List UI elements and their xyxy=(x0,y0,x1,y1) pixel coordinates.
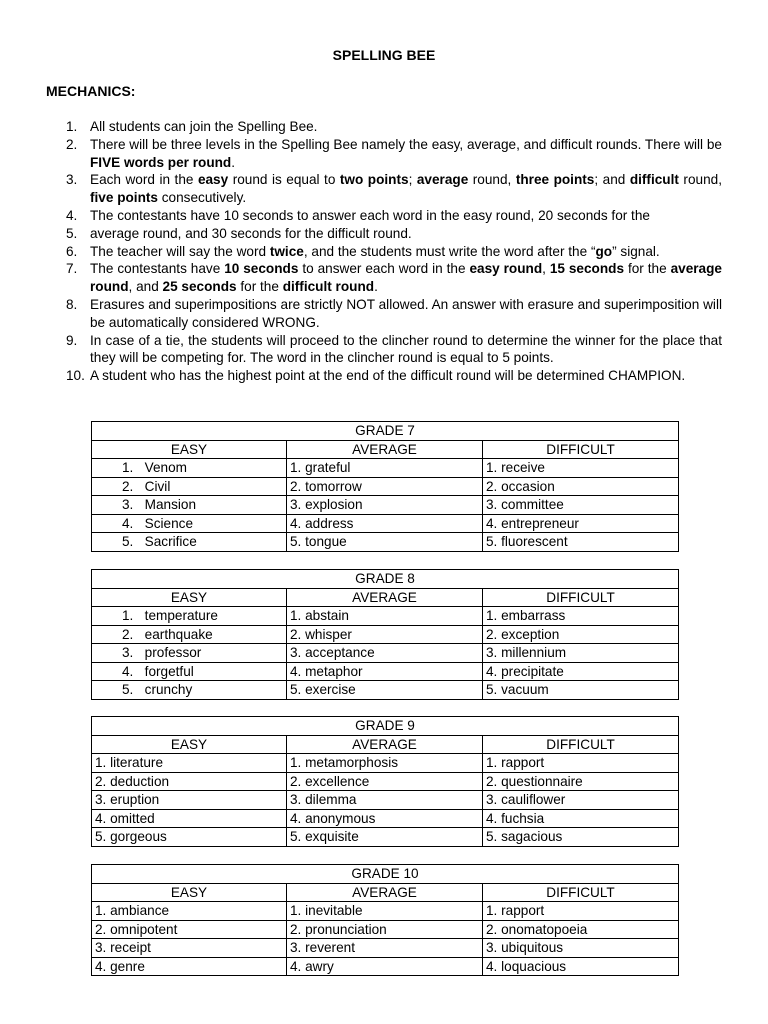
column-header: DIFFICULT xyxy=(483,588,679,607)
word-cell: 1. rapport xyxy=(483,902,679,921)
rule-text-part: . xyxy=(231,154,236,170)
word-cell: 2. pronunciation xyxy=(287,920,483,939)
column-header: DIFFICULT xyxy=(483,735,679,754)
word-cell: 2. onomatopoeia xyxy=(483,920,679,939)
rule-text-part: round, xyxy=(678,172,722,188)
rule-text-part: ; and xyxy=(594,172,630,188)
word-cell: 4. entrepreneur xyxy=(483,514,679,533)
word-cell: 3. professor xyxy=(92,644,287,663)
rule-emphasis: difficult round xyxy=(282,279,375,295)
word-cell: 1. ambiance xyxy=(92,902,287,921)
word-cell: 2. deduction xyxy=(92,772,287,791)
word-cell: 5. sagacious xyxy=(483,828,679,847)
word-cell: 5. vacuum xyxy=(483,681,679,700)
word-cell: 1. metamorphosis xyxy=(287,754,483,773)
word-cell: 4. Science xyxy=(92,514,287,533)
word-cell: 4. omitted xyxy=(92,809,287,828)
rule-emphasis: easy xyxy=(197,172,229,188)
table-row xyxy=(92,514,679,533)
word-cell: 5. exquisite xyxy=(287,828,483,847)
word-cell: 2. tomorrow xyxy=(287,477,483,496)
rule-emphasis: twice xyxy=(269,243,304,259)
column-header: AVERAGE xyxy=(287,440,483,459)
word-cell: 1. rapport xyxy=(483,754,679,773)
column-header: EASY xyxy=(92,588,287,607)
rule-text-part: Erasures and superimpositions are strictly NOT allowed. An answer with erasure and superimposition will be automatically considered WRONG. xyxy=(90,296,722,330)
rule-item xyxy=(46,171,722,207)
word-cell: 1. literature xyxy=(92,754,287,773)
word-cell: 3. acceptance xyxy=(287,644,483,663)
rule-item xyxy=(46,296,722,332)
rule-number: 6. xyxy=(66,243,78,259)
rule-text-part: average round, and 30 seconds for the difficult round. xyxy=(90,225,412,241)
rule-number: 1. xyxy=(66,119,78,134)
rule-text-part: All students can join the Spelling Bee. xyxy=(90,119,318,134)
rule-emphasis: go xyxy=(595,243,613,259)
table-row xyxy=(92,920,679,939)
rule-item xyxy=(46,367,722,385)
rule-number: 4. xyxy=(66,207,78,223)
column-header: AVERAGE xyxy=(287,588,483,607)
rule-text xyxy=(90,243,722,261)
table-row xyxy=(92,902,679,921)
word-cell: 3. receipt xyxy=(92,939,287,958)
grade-8-table xyxy=(91,569,679,700)
rule-number: 8. xyxy=(66,296,78,312)
rule-item xyxy=(46,118,722,136)
rule-text-part: A student who has the highest point at the end of the difficult round will be determined CHAMPION. xyxy=(90,368,686,384)
word-cell: 1. receive xyxy=(483,459,679,478)
column-header: DIFFICULT xyxy=(483,883,679,902)
rule-item xyxy=(46,260,722,296)
rule-text-part: , and the students must write the word after the “ xyxy=(303,243,596,259)
rule-text-part: ” signal. xyxy=(612,243,660,259)
rule-emphasis: three points xyxy=(515,172,595,188)
table-row xyxy=(92,607,679,626)
grade-header: GRADE 8 xyxy=(92,570,679,589)
rule-number: 10. xyxy=(66,368,85,384)
table-row xyxy=(92,533,679,552)
word-cell: 5. gorgeous xyxy=(92,828,287,847)
table-row xyxy=(92,644,679,663)
word-cell: 1. inevitable xyxy=(287,902,483,921)
table-row xyxy=(92,957,679,976)
rule-text xyxy=(90,118,722,136)
word-cell: 5. Sacrifice xyxy=(92,533,287,552)
rule-text-part: , xyxy=(542,261,550,277)
word-cell: 5. exercise xyxy=(287,681,483,700)
grade-7-table xyxy=(91,421,679,552)
rule-text xyxy=(90,136,722,172)
word-cell: 1. temperature xyxy=(92,607,287,626)
word-cell: 3. dilemma xyxy=(287,791,483,810)
word-cell: 4. awry xyxy=(287,957,483,976)
word-cell: 1. Venom xyxy=(92,459,287,478)
word-cell: 2. whisper xyxy=(287,625,483,644)
table-row xyxy=(92,754,679,773)
rule-text xyxy=(90,260,722,296)
grade-10-table xyxy=(91,864,679,976)
column-header: EASY xyxy=(92,735,287,754)
rule-text-part: , and xyxy=(128,279,163,295)
word-cell: 2. questionnaire xyxy=(483,772,679,791)
rule-text-part: There will be three levels in the Spelling Bee namely the easy, average, and difficult rounds. There will be xyxy=(90,136,722,152)
column-header: EASY xyxy=(92,440,287,459)
rule-emphasis: 10 seconds xyxy=(224,261,299,277)
table-row xyxy=(92,662,679,681)
table-row xyxy=(92,809,679,828)
rule-number: 5. xyxy=(66,225,78,241)
rule-emphasis: average round xyxy=(90,261,722,295)
rule-text-part: for the xyxy=(236,279,283,295)
word-cell: 4. fuchsia xyxy=(483,809,679,828)
word-cell: 1. abstain xyxy=(287,607,483,626)
rule-item xyxy=(46,332,722,368)
word-cell: 5. crunchy xyxy=(92,681,287,700)
rule-item xyxy=(46,207,722,225)
rule-text xyxy=(90,296,722,332)
word-cell: 3. committee xyxy=(483,496,679,515)
rule-emphasis: five points xyxy=(90,190,158,206)
word-cell: 1. embarrass xyxy=(483,607,679,626)
table-row xyxy=(92,939,679,958)
word-cell: 2. occasion xyxy=(483,477,679,496)
rule-emphasis: two points xyxy=(339,172,409,188)
grade-header: GRADE 9 xyxy=(92,717,679,736)
rule-text-part: . xyxy=(374,279,378,295)
column-header: DIFFICULT xyxy=(483,440,679,459)
rule-text xyxy=(90,207,722,225)
word-cell: 4. forgetful xyxy=(92,662,287,681)
rule-text-part: round is equal to xyxy=(228,172,340,188)
table-row xyxy=(92,828,679,847)
table-row xyxy=(92,772,679,791)
rule-item xyxy=(46,225,722,243)
rule-number: 7. xyxy=(66,261,78,277)
rule-text-part: The contestants have xyxy=(90,261,225,277)
column-header: AVERAGE xyxy=(287,735,483,754)
rule-emphasis: FIVE words per round xyxy=(90,154,232,170)
word-cell: 2. excellence xyxy=(287,772,483,791)
rule-text-part: to answer each word in the xyxy=(298,261,470,277)
word-cell: 4. loquacious xyxy=(483,957,679,976)
rule-text-part: ; xyxy=(408,172,417,188)
rule-item xyxy=(46,136,722,172)
column-header: EASY xyxy=(92,883,287,902)
rule-emphasis: 25 seconds xyxy=(162,279,237,295)
word-cell: 4. genre xyxy=(92,957,287,976)
table-row xyxy=(92,477,679,496)
rule-text-part: for the xyxy=(624,261,671,277)
table-row xyxy=(92,791,679,810)
table-row xyxy=(92,681,679,700)
word-cell: 5. fluorescent xyxy=(483,533,679,552)
rule-text xyxy=(90,225,722,243)
word-cell: 2. Civil xyxy=(92,477,287,496)
rule-text-part: The teacher will say the word xyxy=(90,243,270,259)
rule-text-part: In case of a tie, the students will proceed to the clincher round to determine the winner for the place that they will be competing for. The word in the clincher round is equal to 5 points. xyxy=(90,332,722,366)
table-row xyxy=(92,459,679,478)
rule-text-part: round, xyxy=(468,172,516,188)
rule-emphasis: easy round xyxy=(469,261,543,277)
document-title: SPELLING BEE xyxy=(332,47,436,63)
mechanics-heading: MECHANICS: xyxy=(46,83,136,99)
word-cell: 3. explosion xyxy=(287,496,483,515)
word-cell: 3. Mansion xyxy=(92,496,287,515)
word-cell: 4. metaphor xyxy=(287,662,483,681)
word-cell: 4. precipitate xyxy=(483,662,679,681)
table-row xyxy=(92,496,679,515)
word-cell: 3. reverent xyxy=(287,939,483,958)
rule-text xyxy=(90,332,722,368)
word-cell: 2. earthquake xyxy=(92,625,287,644)
rule-number: 9. xyxy=(66,332,78,348)
rule-text xyxy=(90,171,722,207)
rule-text xyxy=(90,367,722,385)
rule-text-part: consecutively. xyxy=(157,190,247,206)
word-cell: 2. exception xyxy=(483,625,679,644)
rule-number: 2. xyxy=(66,136,78,152)
word-cell: 3. cauliflower xyxy=(483,791,679,810)
rule-emphasis: average xyxy=(416,172,469,188)
column-header: AVERAGE xyxy=(287,883,483,902)
word-cell: 4. address xyxy=(287,514,483,533)
rules-list xyxy=(46,118,722,385)
rule-emphasis: 15 seconds xyxy=(549,261,625,277)
grade-header: GRADE 10 xyxy=(92,865,679,884)
table-row xyxy=(92,625,679,644)
word-cell: 3. millennium xyxy=(483,644,679,663)
grade-header: GRADE 7 xyxy=(92,422,679,441)
word-cell: 1. grateful xyxy=(287,459,483,478)
rule-text-part: Each word in the xyxy=(90,172,198,188)
rule-number: 3. xyxy=(66,172,78,188)
grade-9-table xyxy=(91,716,679,847)
word-cell: 2. omnipotent xyxy=(92,920,287,939)
word-cell: 3. eruption xyxy=(92,791,287,810)
word-cell: 5. tongue xyxy=(287,533,483,552)
word-cell: 3. ubiquitous xyxy=(483,939,679,958)
rule-item xyxy=(46,243,722,261)
word-cell: 4. anonymous xyxy=(287,809,483,828)
rule-emphasis: difficult xyxy=(629,172,679,188)
rule-text-part: The contestants have 10 seconds to answer each word in the easy round, 20 seconds for the xyxy=(90,207,650,223)
